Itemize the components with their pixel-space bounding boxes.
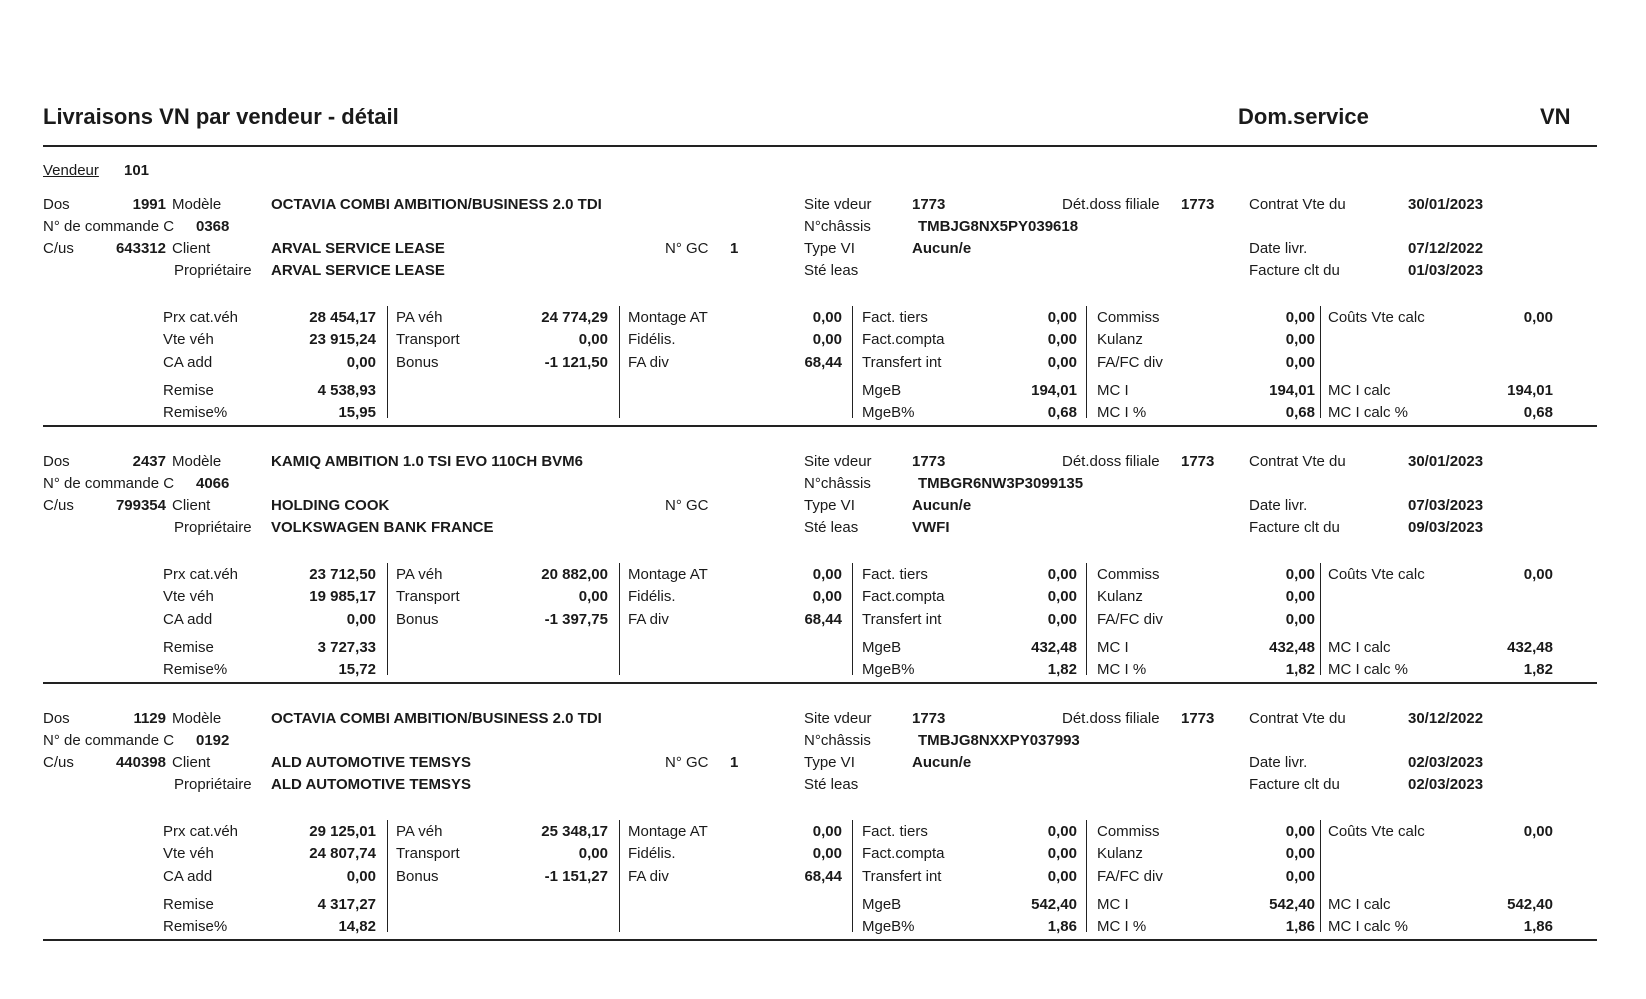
- label-caadd: CA add: [163, 611, 213, 628]
- value-facttiers: 0,00: [1047, 823, 1077, 840]
- value-mcipct: 1,82: [1285, 661, 1315, 678]
- label-chassis: N°châssis: [804, 218, 871, 235]
- label-commande: N° de commande C: [43, 475, 175, 492]
- label-remisepct: Remise%: [163, 918, 228, 935]
- value-fadiv: 68,44: [804, 354, 842, 371]
- value-cus: 440398: [115, 754, 166, 771]
- value-fafcdiv: 0,00: [1285, 354, 1315, 371]
- value-proprietaire: ARVAL SERVICE LEASE: [271, 262, 445, 279]
- value-typevi: Aucun/e: [912, 497, 972, 514]
- value-commande: 4066: [196, 475, 230, 492]
- label-caadd: CA add: [163, 868, 213, 885]
- label-bonus: Bonus: [396, 868, 439, 885]
- label-mcicalc: MC I calc: [1328, 382, 1391, 399]
- value-mci: 542,40: [1269, 896, 1315, 913]
- label-facttiers: Fact. tiers: [862, 823, 928, 840]
- value-contrat: 30/01/2023: [1408, 453, 1484, 470]
- label-fadiv: FA div: [628, 611, 669, 628]
- value-datelivr: 02/03/2023: [1408, 754, 1484, 771]
- value-client: ALD AUTOMOTIVE TEMSYS: [271, 754, 472, 771]
- value-modele: OCTAVIA COMBI AMBITION/BUSINESS 2.0 TDI: [271, 710, 602, 727]
- label-client: Client: [172, 240, 211, 257]
- value-mgeb: 542,40: [1031, 896, 1077, 913]
- label-remisepct: Remise%: [163, 404, 228, 421]
- vendeur-value: 101: [124, 162, 150, 179]
- label-transfert: Transfert int: [862, 354, 942, 371]
- value-dos: 2437: [132, 453, 166, 470]
- label-remise: Remise: [163, 639, 214, 656]
- value-remisepct: 15,72: [338, 661, 376, 678]
- label-contrat: Contrat Vte du: [1249, 196, 1346, 213]
- value-factcompta: 0,00: [1047, 331, 1077, 348]
- label-prxcat: Prx cat.véh: [163, 823, 239, 840]
- label-factcompta: Fact.compta: [862, 845, 945, 862]
- value-transfert: 0,00: [1047, 868, 1077, 885]
- label-couts: Coûts Vte calc: [1328, 566, 1425, 583]
- value-remise: 4 317,27: [317, 896, 376, 913]
- label-cus: C/us: [43, 497, 74, 514]
- value-mgebpct: 0,68: [1047, 404, 1077, 421]
- value-cus: 799354: [115, 497, 166, 514]
- label-ngc: N° GC: [665, 240, 709, 257]
- value-mcicalcpct: 1,82: [1523, 661, 1553, 678]
- column-divider: [1320, 820, 1321, 932]
- label-proprietaire: Propriétaire: [174, 776, 252, 793]
- label-factcompta: Fact.compta: [862, 331, 945, 348]
- label-datelivr: Date livr.: [1249, 754, 1308, 771]
- value-typevi: Aucun/e: [912, 240, 972, 257]
- value-caadd: 0,00: [346, 611, 376, 628]
- value-site: 1773: [912, 196, 946, 213]
- label-couts: Coûts Vte calc: [1328, 823, 1425, 840]
- value-factcompta: 0,00: [1047, 845, 1077, 862]
- value-couts: 0,00: [1523, 823, 1553, 840]
- label-steleas: Sté leas: [804, 262, 859, 279]
- label-client: Client: [172, 754, 211, 771]
- label-vteveh: Vte véh: [163, 845, 214, 862]
- label-caadd: CA add: [163, 354, 213, 371]
- value-prxcat: 29 125,01: [309, 823, 376, 840]
- label-ngc: N° GC: [665, 497, 709, 514]
- value-detdoss: 1773: [1181, 453, 1215, 470]
- label-dos: Dos: [43, 196, 70, 213]
- value-paveh: 24 774,29: [541, 309, 608, 326]
- label-fadiv: FA div: [628, 868, 669, 885]
- value-montage: 0,00: [812, 823, 842, 840]
- value-datelivr: 07/12/2022: [1408, 240, 1484, 257]
- label-mcipct: MC I %: [1097, 918, 1147, 935]
- label-mcicalcpct: MC I calc %: [1328, 661, 1409, 678]
- label-montage: Montage AT: [628, 309, 708, 326]
- value-fidelis: 0,00: [812, 331, 842, 348]
- column-divider: [619, 306, 620, 418]
- value-mcicalc: 194,01: [1507, 382, 1553, 399]
- value-detdoss: 1773: [1181, 196, 1215, 213]
- value-mcicalc: 432,48: [1507, 639, 1553, 656]
- label-client: Client: [172, 497, 211, 514]
- label-facttiers: Fact. tiers: [862, 309, 928, 326]
- label-mci: MC I: [1097, 896, 1129, 913]
- label-factcompta: Fact.compta: [862, 588, 945, 605]
- label-typevi: Type VI: [804, 240, 855, 257]
- value-mgeb: 194,01: [1031, 382, 1077, 399]
- report-title: Livraisons VN par vendeur - détail: [43, 104, 399, 129]
- value-fidelis: 0,00: [812, 588, 842, 605]
- value-fidelis: 0,00: [812, 845, 842, 862]
- value-fadiv: 68,44: [804, 868, 842, 885]
- value-chassis: TMBJG8NXXPY037993: [918, 732, 1080, 749]
- column-divider: [387, 563, 388, 675]
- record-separator: [43, 939, 1597, 941]
- column-divider: [1086, 306, 1087, 418]
- value-cus: 643312: [115, 240, 166, 257]
- label-detdoss: Dét.doss filiale: [1062, 196, 1160, 213]
- label-datelivr: Date livr.: [1249, 497, 1308, 514]
- column-divider: [387, 820, 388, 932]
- record-separator: [43, 425, 1597, 427]
- value-kulanz: 0,00: [1285, 331, 1315, 348]
- value-fafcdiv: 0,00: [1285, 868, 1315, 885]
- value-caadd: 0,00: [346, 868, 376, 885]
- value-mgebpct: 1,86: [1047, 918, 1077, 935]
- label-couts: Coûts Vte calc: [1328, 309, 1425, 326]
- value-paveh: 25 348,17: [541, 823, 608, 840]
- label-typevi: Type VI: [804, 754, 855, 771]
- header-rule: [43, 145, 1597, 147]
- value-transfert: 0,00: [1047, 611, 1077, 628]
- value-mci: 432,48: [1269, 639, 1315, 656]
- label-fidelis: Fidélis.: [628, 845, 676, 862]
- value-proprietaire: VOLKSWAGEN BANK FRANCE: [271, 519, 494, 536]
- label-remise: Remise: [163, 382, 214, 399]
- label-prxcat: Prx cat.véh: [163, 566, 239, 583]
- label-fadiv: FA div: [628, 354, 669, 371]
- label-cus: C/us: [43, 240, 74, 257]
- value-facture: 09/03/2023: [1408, 519, 1484, 536]
- label-commande: N° de commande C: [43, 732, 175, 749]
- record-separator: [43, 682, 1597, 684]
- value-vteveh: 23 915,24: [309, 331, 376, 348]
- value-fadiv: 68,44: [804, 611, 842, 628]
- label-mci: MC I: [1097, 382, 1129, 399]
- column-divider: [852, 563, 853, 675]
- label-detdoss: Dét.doss filiale: [1062, 710, 1160, 727]
- label-transport: Transport: [396, 845, 460, 862]
- value-facture: 01/03/2023: [1408, 262, 1484, 279]
- value-chassis: TMBGR6NW3P3099135: [918, 475, 1084, 492]
- label-remisepct: Remise%: [163, 661, 228, 678]
- value-commiss: 0,00: [1285, 823, 1315, 840]
- value-dos: 1129: [133, 710, 166, 727]
- column-divider: [852, 820, 853, 932]
- label-bonus: Bonus: [396, 611, 439, 628]
- value-ngc: 1: [730, 754, 739, 771]
- label-prxcat: Prx cat.véh: [163, 309, 239, 326]
- value-vteveh: 19 985,17: [309, 588, 376, 605]
- value-prxcat: 28 454,17: [309, 309, 376, 326]
- value-commiss: 0,00: [1285, 309, 1315, 326]
- value-datelivr: 07/03/2023: [1408, 497, 1484, 514]
- value-facttiers: 0,00: [1047, 309, 1077, 326]
- label-site: Site vdeur: [804, 710, 872, 727]
- value-commande: 0368: [196, 218, 230, 235]
- value-remise: 3 727,33: [317, 639, 376, 656]
- label-chassis: N°châssis: [804, 475, 871, 492]
- column-divider: [852, 306, 853, 418]
- value-proprietaire: ALD AUTOMOTIVE TEMSYS: [271, 776, 472, 793]
- label-cus: C/us: [43, 754, 74, 771]
- label-montage: Montage AT: [628, 566, 708, 583]
- label-mcicalc: MC I calc: [1328, 639, 1391, 656]
- label-commiss: Commiss: [1097, 566, 1160, 583]
- value-fafcdiv: 0,00: [1285, 611, 1315, 628]
- column-divider: [1086, 563, 1087, 675]
- value-prxcat: 23 712,50: [309, 566, 376, 583]
- value-montage: 0,00: [812, 309, 842, 326]
- value-site: 1773: [912, 710, 946, 727]
- label-chassis: N°châssis: [804, 732, 871, 749]
- label-bonus: Bonus: [396, 354, 439, 371]
- label-transfert: Transfert int: [862, 868, 942, 885]
- value-contrat: 30/01/2023: [1408, 196, 1484, 213]
- value-remisepct: 15,95: [338, 404, 376, 421]
- label-site: Site vdeur: [804, 453, 872, 470]
- record-1: [0, 196, 1646, 456]
- column-divider: [1320, 306, 1321, 418]
- label-fidelis: Fidélis.: [628, 331, 676, 348]
- column-divider: [619, 563, 620, 675]
- label-dos: Dos: [43, 453, 70, 470]
- label-contrat: Contrat Vte du: [1249, 453, 1346, 470]
- label-facture: Facture clt du: [1249, 776, 1340, 793]
- value-transfert: 0,00: [1047, 354, 1077, 371]
- label-steleas: Sté leas: [804, 519, 859, 536]
- label-site: Site vdeur: [804, 196, 872, 213]
- label-dos: Dos: [43, 710, 70, 727]
- value-mcicalcpct: 0,68: [1523, 404, 1553, 421]
- value-factcompta: 0,00: [1047, 588, 1077, 605]
- record-2: [0, 453, 1646, 713]
- value-commande: 0192: [196, 732, 230, 749]
- value-remisepct: 14,82: [338, 918, 376, 935]
- label-vteveh: Vte véh: [163, 331, 214, 348]
- label-paveh: PA véh: [396, 309, 443, 326]
- label-montage: Montage AT: [628, 823, 708, 840]
- report-service: Dom.service: [1238, 104, 1369, 129]
- label-ngc: N° GC: [665, 754, 709, 771]
- label-contrat: Contrat Vte du: [1249, 710, 1346, 727]
- label-proprietaire: Propriétaire: [174, 519, 252, 536]
- label-transport: Transport: [396, 331, 460, 348]
- label-proprietaire: Propriétaire: [174, 262, 252, 279]
- value-transport: 0,00: [578, 331, 608, 348]
- value-mcicalc: 542,40: [1507, 896, 1553, 913]
- value-steleas: VWFI: [912, 519, 950, 536]
- record-3: [0, 710, 1646, 970]
- value-facture: 02/03/2023: [1408, 776, 1484, 793]
- value-kulanz: 0,00: [1285, 845, 1315, 862]
- value-vteveh: 24 807,74: [309, 845, 376, 862]
- value-montage: 0,00: [812, 566, 842, 583]
- label-fafcdiv: FA/FC div: [1097, 868, 1163, 885]
- value-caadd: 0,00: [346, 354, 376, 371]
- value-ngc: 1: [730, 240, 739, 257]
- column-divider: [619, 820, 620, 932]
- label-modele: Modèle: [172, 453, 222, 470]
- label-modele: Modèle: [172, 710, 222, 727]
- label-datelivr: Date livr.: [1249, 240, 1308, 257]
- value-remise: 4 538,93: [317, 382, 376, 399]
- label-mgeb: MgeB: [862, 896, 902, 913]
- label-paveh: PA véh: [396, 566, 443, 583]
- label-commiss: Commiss: [1097, 309, 1160, 326]
- value-modele: OCTAVIA COMBI AMBITION/BUSINESS 2.0 TDI: [271, 196, 602, 213]
- value-modele: KAMIQ AMBITION 1.0 TSI EVO 110CH BVM6: [271, 453, 584, 470]
- label-transport: Transport: [396, 588, 460, 605]
- value-commiss: 0,00: [1285, 566, 1315, 583]
- report-type: VN: [1540, 104, 1571, 129]
- label-fafcdiv: FA/FC div: [1097, 354, 1163, 371]
- label-kulanz: Kulanz: [1097, 331, 1143, 348]
- label-mcipct: MC I %: [1097, 661, 1147, 678]
- label-steleas: Sté leas: [804, 776, 859, 793]
- label-mgeb: MgeB: [862, 639, 902, 656]
- column-divider: [387, 306, 388, 418]
- label-kulanz: Kulanz: [1097, 845, 1143, 862]
- value-contrat: 30/12/2022: [1408, 710, 1484, 727]
- label-mci: MC I: [1097, 639, 1129, 656]
- label-vteveh: Vte véh: [163, 588, 214, 605]
- label-transfert: Transfert int: [862, 611, 942, 628]
- label-mgebpct: MgeB%: [862, 404, 915, 421]
- label-mcicalcpct: MC I calc %: [1328, 918, 1409, 935]
- vendeur-label: Vendeur: [43, 162, 99, 179]
- label-mcicalcpct: MC I calc %: [1328, 404, 1409, 421]
- label-fafcdiv: FA/FC div: [1097, 611, 1163, 628]
- value-mcipct: 1,86: [1285, 918, 1315, 935]
- value-facttiers: 0,00: [1047, 566, 1077, 583]
- label-fidelis: Fidélis.: [628, 588, 676, 605]
- value-mgebpct: 1,82: [1047, 661, 1077, 678]
- label-typevi: Type VI: [804, 497, 855, 514]
- label-mcipct: MC I %: [1097, 404, 1147, 421]
- value-client: ARVAL SERVICE LEASE: [271, 240, 445, 257]
- value-mci: 194,01: [1269, 382, 1315, 399]
- value-bonus: -1 151,27: [544, 868, 608, 885]
- label-facture: Facture clt du: [1249, 262, 1340, 279]
- value-client: HOLDING COOK: [271, 497, 390, 514]
- label-paveh: PA véh: [396, 823, 443, 840]
- value-couts: 0,00: [1523, 566, 1553, 583]
- value-transport: 0,00: [578, 845, 608, 862]
- label-mgebpct: MgeB%: [862, 918, 915, 935]
- label-mgebpct: MgeB%: [862, 661, 915, 678]
- value-dos: 1991: [132, 196, 166, 213]
- label-kulanz: Kulanz: [1097, 588, 1143, 605]
- column-divider: [1086, 820, 1087, 932]
- value-chassis: TMBJG8NX5PY039618: [918, 218, 1079, 235]
- value-site: 1773: [912, 453, 946, 470]
- value-paveh: 20 882,00: [541, 566, 608, 583]
- value-typevi: Aucun/e: [912, 754, 972, 771]
- value-bonus: -1 397,75: [544, 611, 608, 628]
- value-bonus: -1 121,50: [544, 354, 608, 371]
- column-divider: [1320, 563, 1321, 675]
- value-mcipct: 0,68: [1285, 404, 1315, 421]
- label-mgeb: MgeB: [862, 382, 902, 399]
- value-couts: 0,00: [1523, 309, 1553, 326]
- value-kulanz: 0,00: [1285, 588, 1315, 605]
- label-mcicalc: MC I calc: [1328, 896, 1391, 913]
- value-mcicalcpct: 1,86: [1523, 918, 1553, 935]
- label-remise: Remise: [163, 896, 214, 913]
- label-detdoss: Dét.doss filiale: [1062, 453, 1160, 470]
- label-facttiers: Fact. tiers: [862, 566, 928, 583]
- label-modele: Modèle: [172, 196, 222, 213]
- label-commiss: Commiss: [1097, 823, 1160, 840]
- label-facture: Facture clt du: [1249, 519, 1340, 536]
- value-mgeb: 432,48: [1031, 639, 1077, 656]
- label-commande: N° de commande C: [43, 218, 175, 235]
- value-transport: 0,00: [578, 588, 608, 605]
- value-detdoss: 1773: [1181, 710, 1215, 727]
